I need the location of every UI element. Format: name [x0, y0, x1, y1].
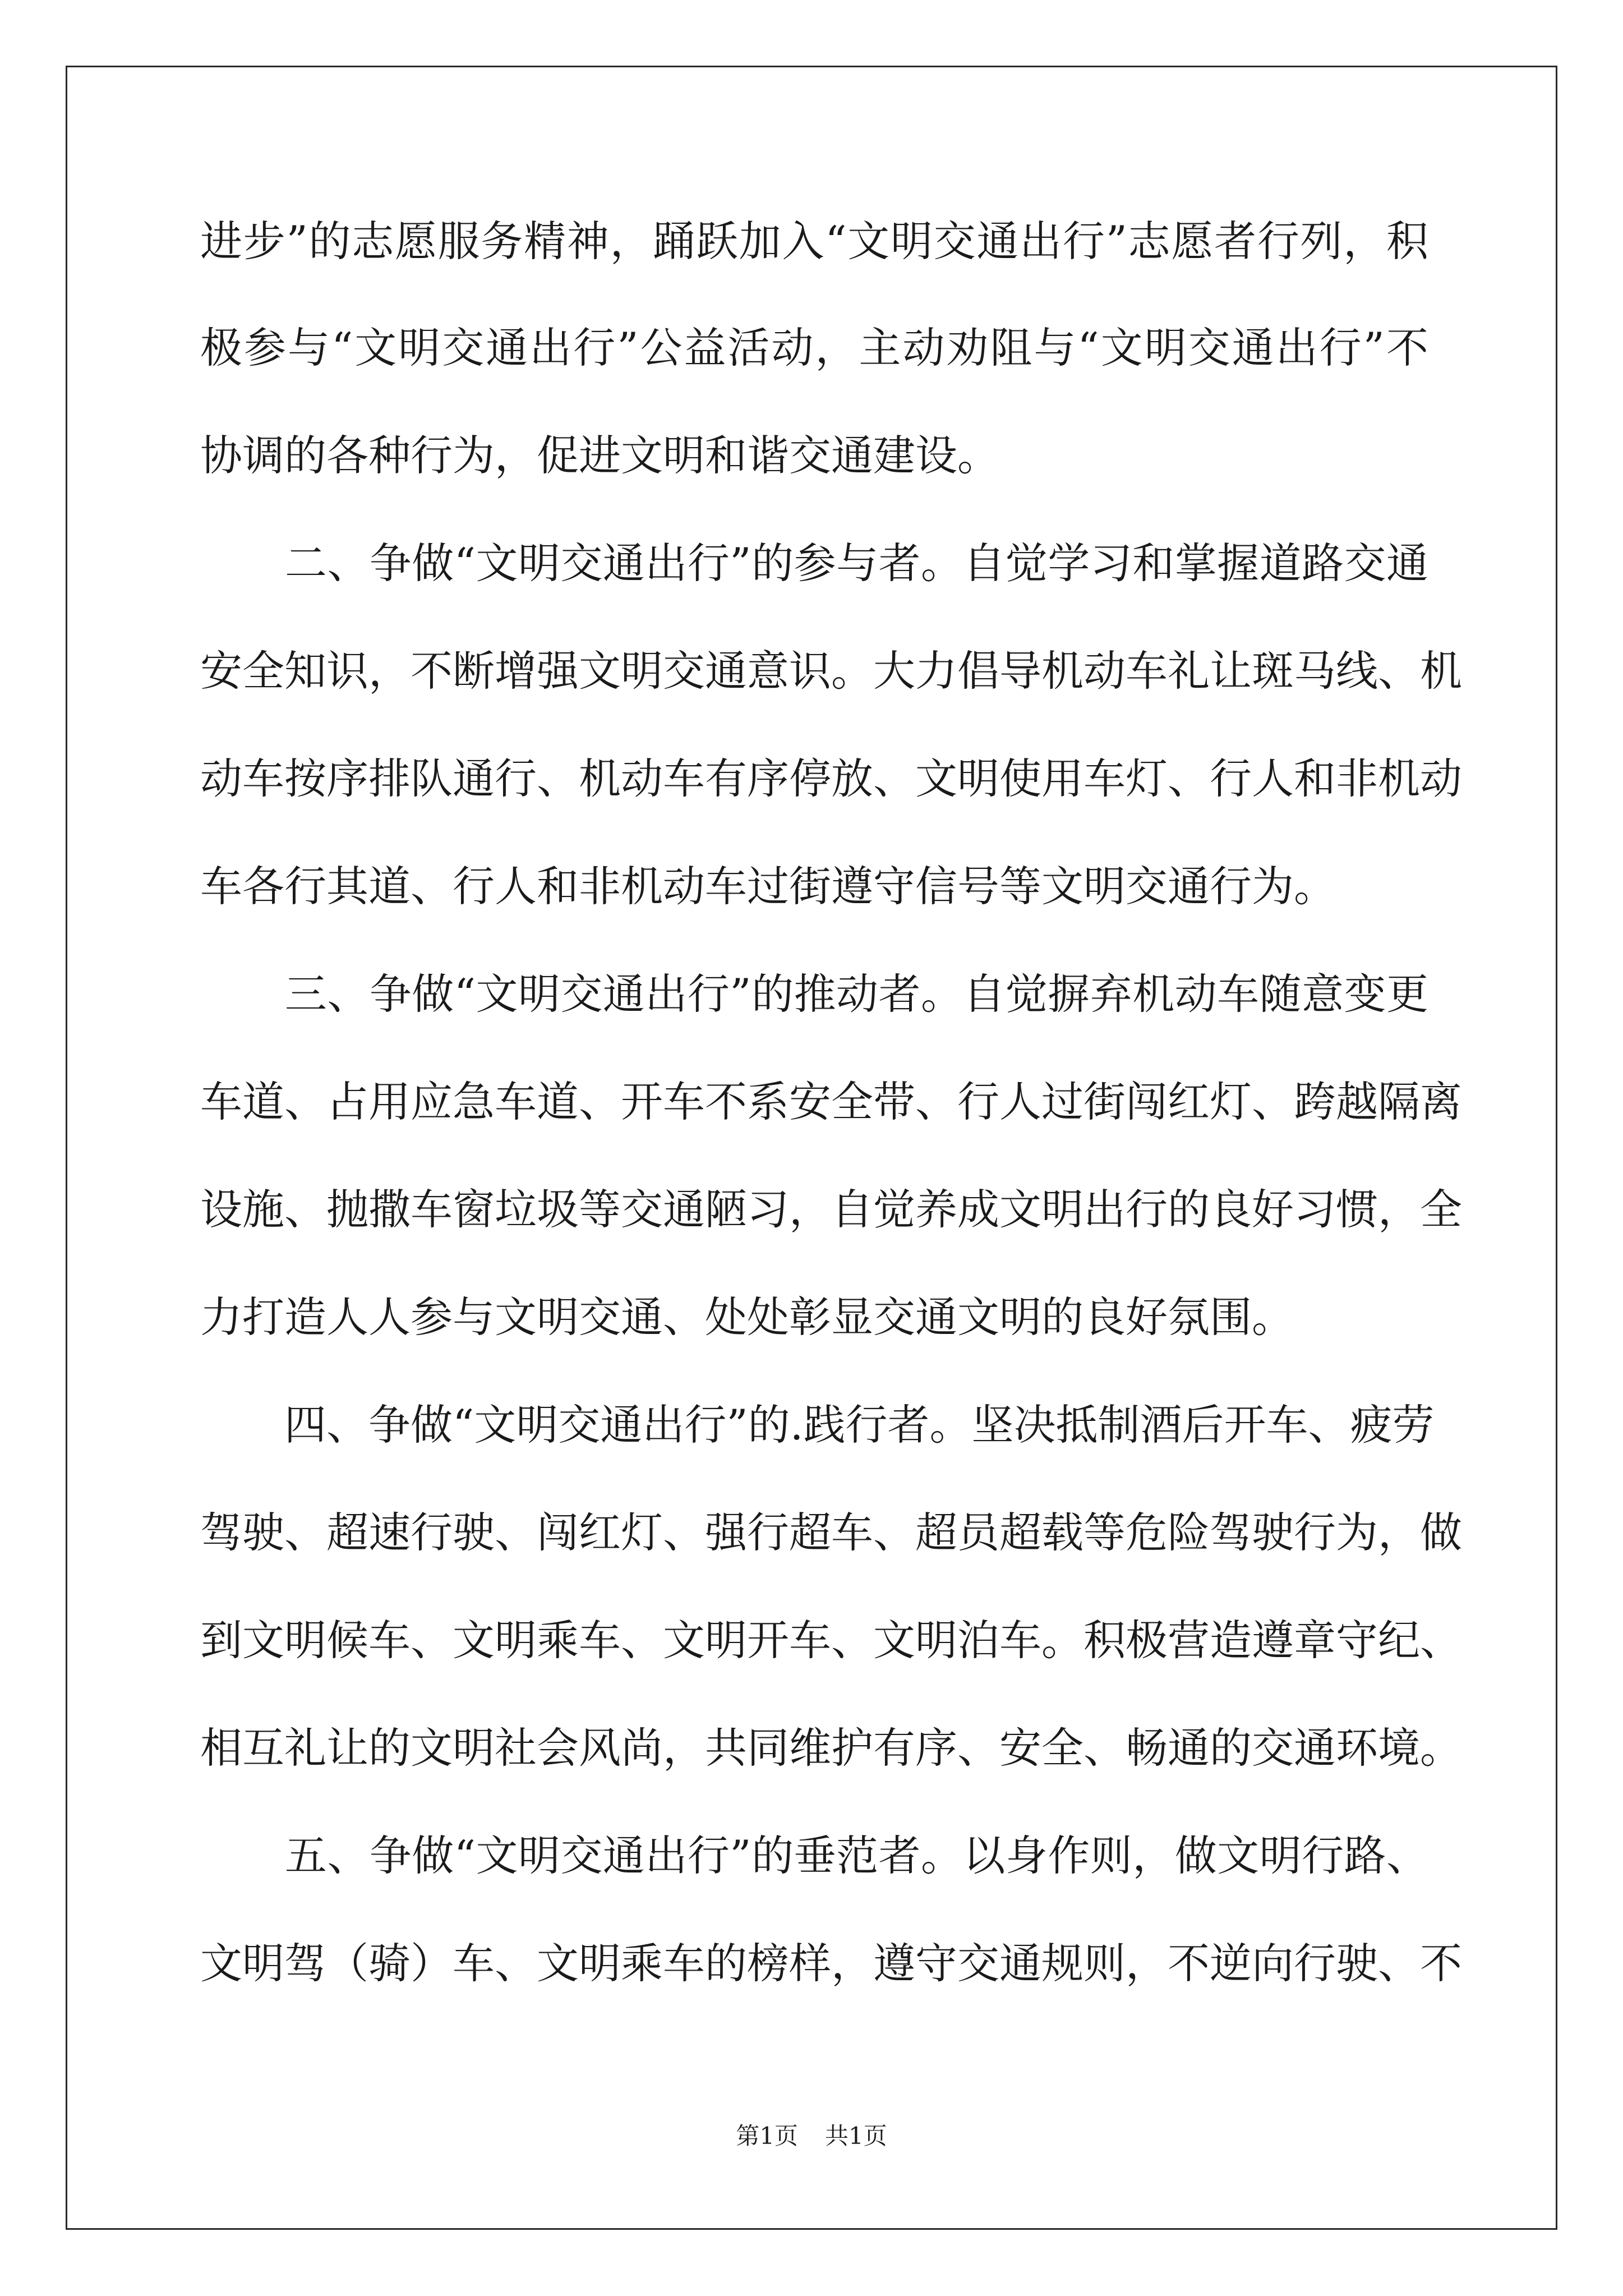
text-line: 二、争做“文明交通出行”的参与者。自觉学习和掌握道路交通: [200, 539, 1428, 588]
text-line: 到文明候车、文明乘车、文明开车、文明泊车。积极营造遵章守纪、: [200, 1616, 1463, 1665]
page-border: [66, 66, 1557, 2230]
text-line: 动车按序排队通行、机动车有序停放、文明使用车灯、行人和非机动: [200, 754, 1463, 803]
text-line: 极参与“文明交通出行”公益活动，主动劝阻与“文明交通出行”不: [200, 323, 1428, 372]
text-line: 力打造人人参与文明交通、处处彰显交通文明的良好氛围。: [200, 1292, 1294, 1342]
page-footer: [0, 2119, 1623, 2153]
page-total: 共1页: [825, 2122, 887, 2150]
text-line: 相互礼让的文明社会风尚，共同维护有序、安全、畅通的交通环境。: [200, 1723, 1463, 1773]
text-line: 车各行其道、行人和非机动车过街遵守信号等文明交通行为。: [200, 862, 1336, 911]
text-line: 进步”的志愿服务精神，踊跃加入“文明交通出行”志愿者行列，积: [200, 217, 1428, 266]
text-line: 五、争做“文明交通出行”的垂范者。以身作则，做文明行路、: [200, 1831, 1428, 1880]
page-number: 第1页: [736, 2122, 798, 2150]
text-line: 协调的各种行为，促进文明和谐交通建设。: [200, 431, 1000, 480]
text-line: 车道、占用应急车道、开车不系安全带、行人过街闯红灯、跨越隔离: [200, 1077, 1463, 1126]
text-line: 文明驾（骑）车、文明乘车的榜样，遵守交通规则，不逆向行驶、不: [200, 1939, 1463, 1988]
text-line: 四、争做“文明交通出行”的.践行者。坚决抵制酒后开车、疲劳: [200, 1400, 1435, 1450]
text-line: 三、争做“文明交通出行”的推动者。自觉摒弃机动车随意变更: [200, 969, 1428, 1019]
text-line: 设施、抛撒车窗垃圾等交通陋习，自觉养成文明出行的良好习惯，全: [200, 1185, 1463, 1234]
text-line: 安全知识，不断增强文明交通意识。大力倡导机动车礼让斑马线、机: [200, 646, 1463, 696]
text-line: 驾驶、超速行驶、闯红灯、强行超车、超员超载等危险驾驶行为，做: [200, 1508, 1463, 1557]
